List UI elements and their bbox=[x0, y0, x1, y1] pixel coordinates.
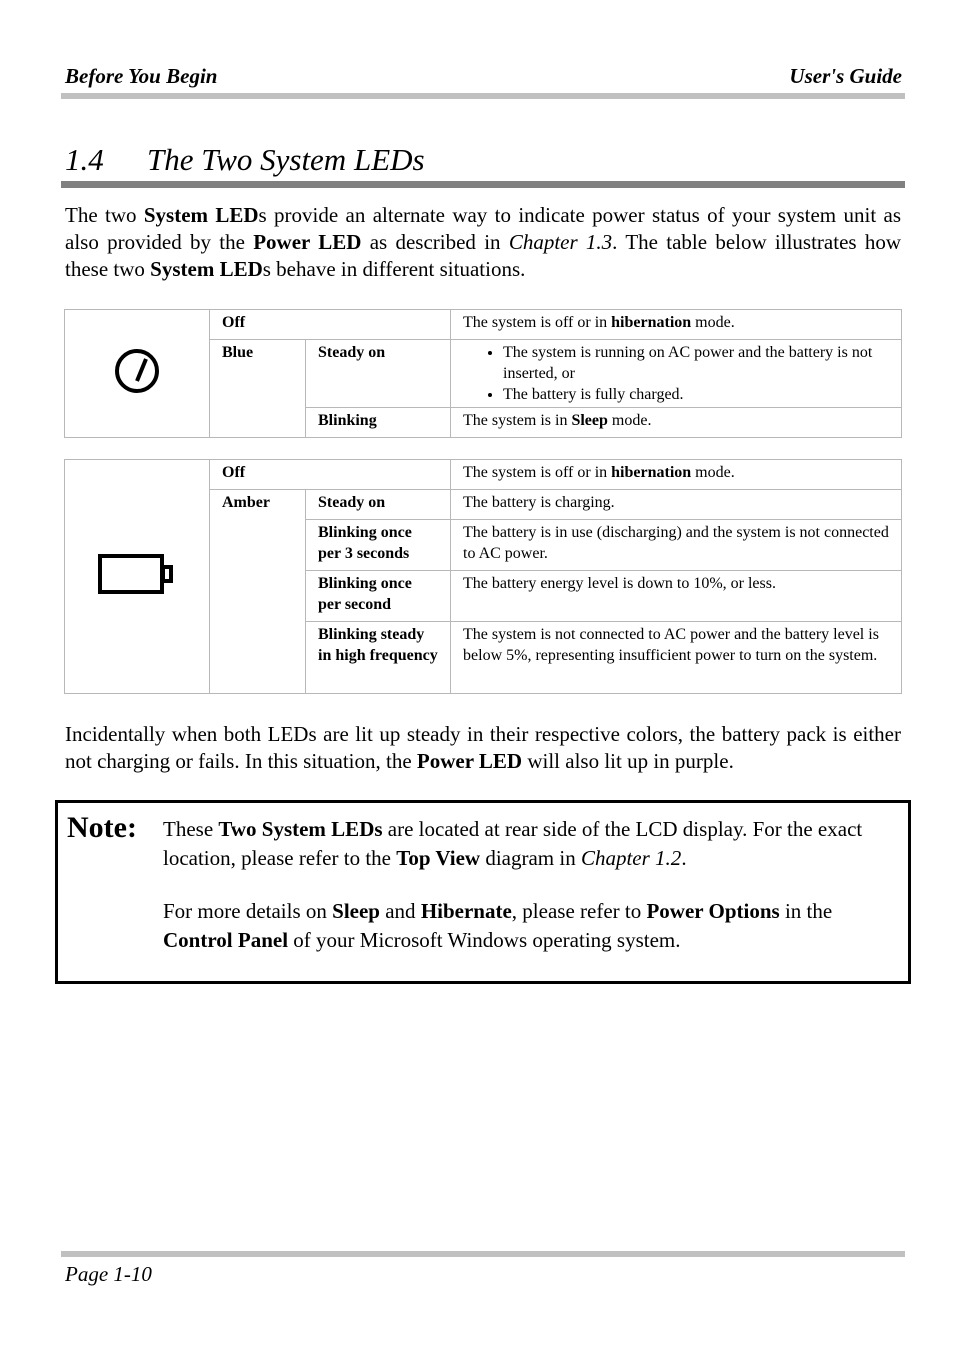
battery-desc: The system is not connected to AC power and the battery level is below 5%, representing insufficient power to turn on the system. bbox=[451, 622, 902, 694]
power-steady-bullet: • The battery is fully charged. bbox=[503, 384, 889, 405]
power-icon-cell bbox=[65, 310, 210, 438]
battery-icon-cell bbox=[65, 460, 210, 694]
header-right: User's Guide bbox=[789, 64, 902, 88]
note-body bbox=[163, 815, 893, 979]
power-steady-bullet: • The system is running on AC power and the battery is not inserted, or bbox=[503, 342, 889, 384]
power-off-label: Off bbox=[210, 310, 451, 340]
section-number: 1.4 bbox=[65, 142, 104, 177]
incidental-paragraph: Incidentally when both LEDs are lit up steady in their respective colors, the battery pack is either not charging or fails. In this situation, the Power LED will also lit up in purple. bbox=[65, 722, 901, 773]
section-title-text: The Two System LEDs bbox=[147, 142, 425, 177]
battery-state: Blinking once per 3 seconds bbox=[306, 520, 451, 571]
page-number: Page 1-10 bbox=[65, 1262, 152, 1286]
header-left: Before You Begin bbox=[65, 64, 218, 88]
power-steady-desc bbox=[451, 340, 902, 408]
note-box bbox=[55, 800, 911, 984]
power-color: Blue bbox=[210, 340, 306, 438]
battery-led-table bbox=[64, 459, 902, 694]
power-led-table bbox=[64, 309, 902, 438]
note-paragraph-2: For more details on Sleep and Hibernate, please refer to Power Options in the Control Panel of your Microsoft Windows operating system. bbox=[163, 899, 833, 952]
power-off-desc: The system is off or in hibernation mode. bbox=[451, 310, 902, 340]
battery-state: Blinking steady in high frequency bbox=[306, 622, 451, 694]
battery-state: Steady on bbox=[306, 490, 451, 520]
battery-off-label: Off bbox=[210, 460, 451, 490]
note-label: Note: bbox=[67, 811, 137, 844]
battery-off-desc: The system is off or in hibernation mode. bbox=[451, 460, 902, 490]
power-blink-desc: The system is in Sleep mode. bbox=[451, 408, 902, 438]
power-steady-label: Steady on bbox=[306, 340, 451, 408]
note-paragraph-1: These Two System LEDs are located at rear side of the LCD display. For the exact location, please refer to the Top View diagram in Chapter 1.2. bbox=[163, 817, 863, 870]
battery-desc: The battery energy level is down to 10%, or less. bbox=[451, 571, 902, 622]
footer-rule bbox=[61, 1251, 905, 1257]
intro-paragraph: The two System LEDs provide an alternate way to indicate power status of your system unit as also provided by the Power LED as described in Chapter 1.3. The table below illustrates how these two System LEDs behave in different situations. bbox=[65, 203, 901, 281]
battery-state: Blinking once per second bbox=[306, 571, 451, 622]
battery-desc: The battery is charging. bbox=[451, 490, 902, 520]
header-rule bbox=[61, 93, 905, 99]
battery-desc: The battery is in use (discharging) and the system is not connected to AC power. bbox=[451, 520, 902, 571]
battery-color: Amber bbox=[210, 490, 306, 694]
power-blink-label: Blinking bbox=[306, 408, 451, 438]
battery-icon bbox=[97, 549, 177, 599]
section-rule bbox=[61, 181, 905, 188]
section-title bbox=[65, 142, 425, 178]
power-icon bbox=[113, 347, 161, 395]
